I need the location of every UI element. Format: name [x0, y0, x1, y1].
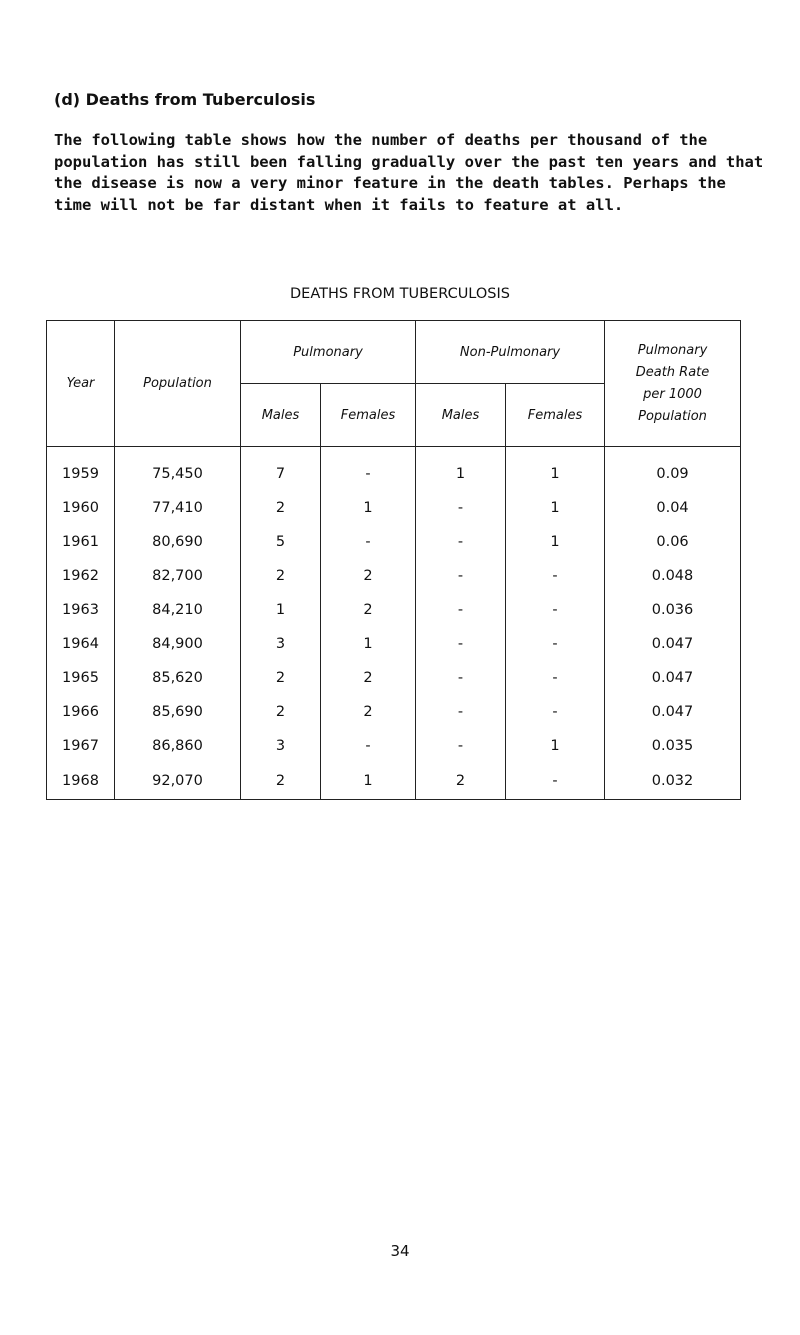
cell-year: 1968 [47, 763, 115, 800]
table-row [47, 447, 741, 492]
cell-pulmonary-males: 2 [241, 695, 321, 729]
cell-death-rate: 0.04 [605, 491, 741, 525]
header-pulmonary: Pulmonary [241, 321, 416, 384]
cell-year: 1964 [47, 627, 115, 661]
cell-non-pulmonary-males: - [416, 491, 506, 525]
cell-population: 84,210 [115, 593, 241, 627]
cell-non-pulmonary-females: - [506, 661, 605, 695]
cell-population: 92,070 [115, 763, 241, 800]
header-rate-line: Death Rate [635, 364, 710, 380]
cell-population: 84,900 [115, 627, 241, 661]
cell-non-pulmonary-females: - [506, 593, 605, 627]
cell-pulmonary-females: 2 [321, 593, 416, 627]
cell-death-rate: 0.048 [605, 559, 741, 593]
header-year: Year [47, 321, 115, 447]
cell-non-pulmonary-males: - [416, 559, 506, 593]
cell-non-pulmonary-females: - [506, 559, 605, 593]
cell-non-pulmonary-females: - [506, 763, 605, 800]
cell-non-pulmonary-males: 2 [416, 763, 506, 800]
cell-year: 1959 [47, 447, 115, 492]
header-rate-line: Pulmonary [637, 342, 708, 358]
cell-non-pulmonary-males: - [416, 661, 506, 695]
cell-non-pulmonary-males: - [416, 593, 506, 627]
table-title: DEATHS FROM TUBERCULOSIS [290, 286, 510, 302]
tuberculosis-deaths-table [46, 320, 741, 800]
cell-pulmonary-females: - [321, 525, 416, 559]
cell-pulmonary-males: 5 [241, 525, 321, 559]
cell-year: 1961 [47, 525, 115, 559]
page-number: 34 [390, 1242, 410, 1260]
cell-pulmonary-males: 2 [241, 763, 321, 800]
cell-population: 85,690 [115, 695, 241, 729]
cell-non-pulmonary-females: 1 [506, 729, 605, 763]
cell-pulmonary-males: 3 [241, 627, 321, 661]
cell-year: 1962 [47, 559, 115, 593]
cell-pulmonary-males: 7 [241, 447, 321, 492]
cell-population: 77,410 [115, 491, 241, 525]
table-row [47, 491, 741, 525]
cell-death-rate: 0.047 [605, 695, 741, 729]
cell-pulmonary-males: 2 [241, 491, 321, 525]
cell-pulmonary-females: 2 [321, 695, 416, 729]
cell-pulmonary-females: 1 [321, 763, 416, 800]
cell-death-rate: 0.035 [605, 729, 741, 763]
header-non-pulmonary: Non-Pulmonary [416, 321, 605, 384]
cell-pulmonary-males: 2 [241, 661, 321, 695]
table-row [47, 593, 741, 627]
cell-year: 1963 [47, 593, 115, 627]
cell-population: 86,860 [115, 729, 241, 763]
cell-pulmonary-females: 1 [321, 491, 416, 525]
header-non-pulmonary-males: Males [416, 384, 506, 447]
cell-non-pulmonary-males: 1 [416, 447, 506, 492]
header-rate-line: Population [638, 408, 707, 424]
cell-pulmonary-males: 2 [241, 559, 321, 593]
cell-pulmonary-females: 2 [321, 559, 416, 593]
cell-pulmonary-females: - [321, 447, 416, 492]
table-row [47, 661, 741, 695]
cell-non-pulmonary-females: - [506, 627, 605, 661]
table-row [47, 763, 741, 800]
table-row [47, 695, 741, 729]
cell-non-pulmonary-females: - [506, 695, 605, 729]
header-pulmonary-females: Females [321, 384, 416, 447]
header-row-top [47, 321, 741, 384]
cell-population: 75,450 [115, 447, 241, 492]
cell-death-rate: 0.09 [605, 447, 741, 492]
cell-pulmonary-males: 3 [241, 729, 321, 763]
header-rate-line: per 1000 [643, 386, 702, 402]
cell-pulmonary-females: - [321, 729, 416, 763]
cell-death-rate: 0.036 [605, 593, 741, 627]
table-row [47, 627, 741, 661]
cell-pulmonary-females: 1 [321, 627, 416, 661]
intro-paragraph: The following table shows how the number of deaths per thousand of the population has still been falling gradually over the past ten years and that the disease is now a very minor feature in the death tables. Perhaps the time will not be far distant when it fails to feature at all. [54, 131, 764, 214]
cell-year: 1966 [47, 695, 115, 729]
cell-death-rate: 0.047 [605, 627, 741, 661]
header-death-rate [605, 321, 741, 447]
cell-year: 1960 [47, 491, 115, 525]
header-pulmonary-males: Males [241, 384, 321, 447]
table-row [47, 559, 741, 593]
cell-non-pulmonary-males: - [416, 695, 506, 729]
table-row [47, 525, 741, 559]
cell-year: 1967 [47, 729, 115, 763]
cell-population: 80,690 [115, 525, 241, 559]
cell-population: 85,620 [115, 661, 241, 695]
cell-non-pulmonary-males: - [416, 729, 506, 763]
cell-non-pulmonary-females: 1 [506, 447, 605, 492]
cell-non-pulmonary-females: 1 [506, 491, 605, 525]
cell-non-pulmonary-males: - [416, 627, 506, 661]
cell-pulmonary-females: 2 [321, 661, 416, 695]
cell-death-rate: 0.032 [605, 763, 741, 800]
cell-non-pulmonary-females: 1 [506, 525, 605, 559]
header-non-pulmonary-females: Females [506, 384, 605, 447]
cell-non-pulmonary-males: - [416, 525, 506, 559]
cell-year: 1965 [47, 661, 115, 695]
cell-pulmonary-males: 1 [241, 593, 321, 627]
header-population: Population [115, 321, 241, 447]
table-row [47, 729, 741, 763]
cell-death-rate: 0.047 [605, 661, 741, 695]
section-heading: (d) Deaths from Tuberculosis [54, 90, 316, 109]
cell-population: 82,700 [115, 559, 241, 593]
cell-death-rate: 0.06 [605, 525, 741, 559]
